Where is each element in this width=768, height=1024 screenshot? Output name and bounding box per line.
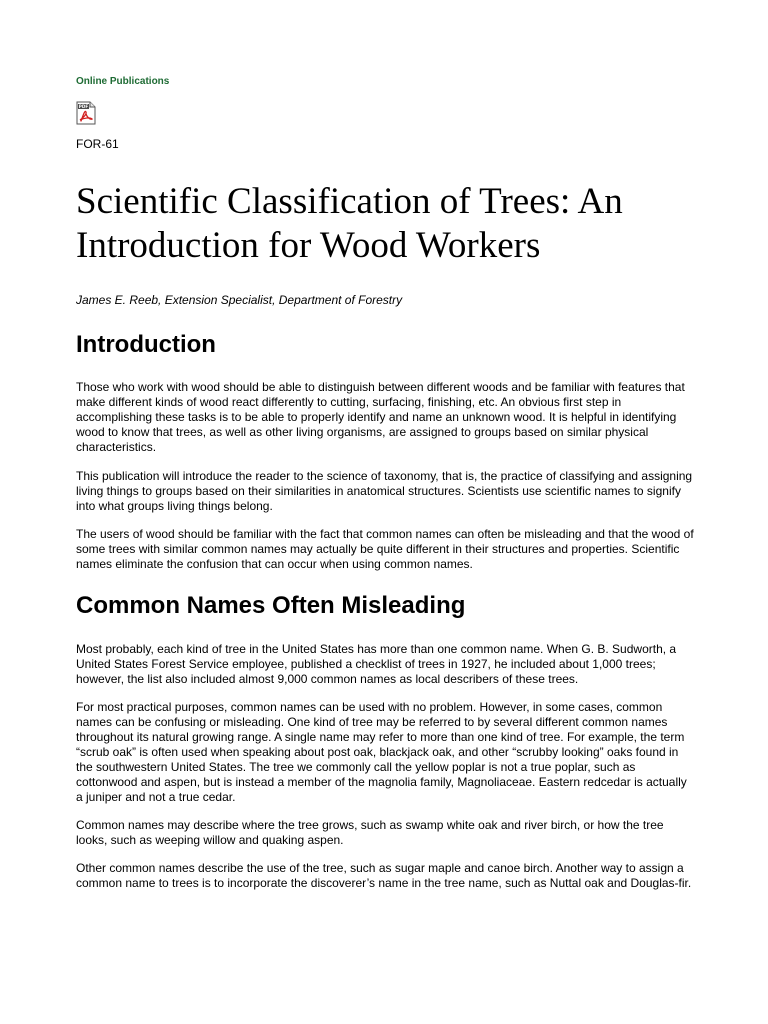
paragraph: Most probably, each kind of tree in the United States has more than one common name. When G. B. Sudworth, a United States Forest Service employee, published a checklist of trees in 1927, he included about 1,000 trees; however, the list also included almost 9,000 common names as local describers of these trees. [76,642,677,686]
section-heading-common-names: Common Names Often Misleading [76,592,466,619]
page-title: Scientific Classification of Trees: An Introduction for Wood Workers [76,181,623,266]
pdf-document-icon[interactable] [76,101,96,125]
author-line: James E. Reeb, Extension Specialist, Department of Forestry [76,293,403,307]
document-id: FOR-61 [76,137,119,151]
section-heading-introduction: Introduction [76,331,216,358]
paragraph: For most practical purposes, common names can be used with no problem. However, in some cases, common names can be confusing or misleading. One kind of tree may be referred to by several different common names throughout its natural growing range. A single name may refer to more than one kind of tree. For example, the term “scrub oak” is often used when speaking about post oak, blackjack oak, and other “scrubby looking” oaks found in the southwestern United States. The tree we commonly call the yellow poplar is not a true poplar, such as cottonwood and aspen, but is instead a member of the magnolia family, Magnoliaceae. Eastern redcedar is actually a juniper and not a true cedar. [76,700,687,804]
paragraph: Common names may describe where the tree grows, such as swamp white oak and river birch, or how the tree looks, such as weeping willow and quaking aspen. [76,818,664,847]
pdf-icon-label: PDF [78,104,89,110]
paragraph: The users of wood should be familiar with the fact that common names can often be misleading and that the wood of some trees with similar common names may actually be quite different in their structures and properties. Scientific names eliminate the confusion that can occur when using common names. [76,527,694,571]
paragraph: Other common names describe the use of the tree, such as sugar maple and canoe birch. Another way to assign a common name to trees is to incorporate the discoverer’s name in the tree name, such as Nuttal oak and Douglas-fir. [76,861,692,890]
paragraph: This publication will introduce the reader to the science of taxonomy, that is, the practice of classifying and assigning living things to groups based on their similarities in anatomical structures. Scientists use scientific names to signify into what groups living things belong. [76,469,693,513]
online-publications-link[interactable]: Online Publications [76,76,170,87]
paragraph: Those who work with wood should be able to distinguish between different woods and be familiar with features that make different kinds of wood react differently to cutting, surfacing, finishing, etc. An obvious first step in accomplishing these tasks is to be able to properly identify and name an unknown wood. It is helpful in identifying wood to know that trees, as well as other living organisms, are assigned to groups based on similar physical characteristics. [76,380,685,454]
